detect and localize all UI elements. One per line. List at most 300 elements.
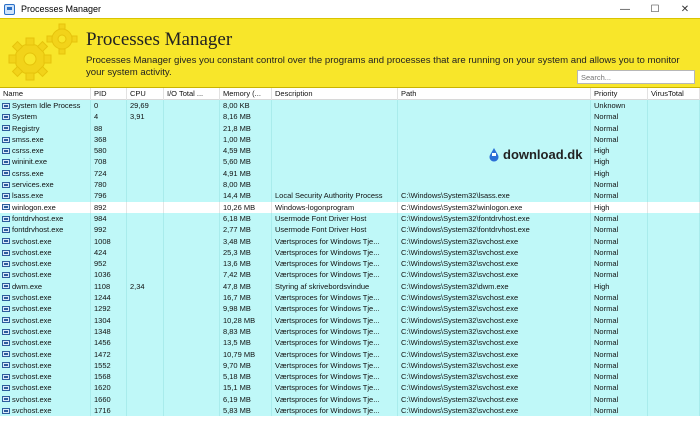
- cell-mem: 5,60 MB: [220, 156, 272, 167]
- cell-vt: [648, 258, 700, 269]
- cell-mem: 2,77 MB: [220, 224, 272, 235]
- cell-pid: 424: [91, 247, 127, 258]
- process-name: svchost.exe: [12, 236, 52, 246]
- process-window-icon: [2, 272, 10, 278]
- cell-pri: Normal: [591, 258, 648, 269]
- cell-name: [0, 190, 91, 201]
- process-name: svchost.exe: [12, 293, 52, 303]
- process-name: svchost.exe: [12, 349, 52, 359]
- process-name: lsass.exe: [12, 191, 44, 201]
- process-name: Registry: [12, 123, 40, 133]
- cell-vt: [648, 360, 700, 371]
- cell-io: [164, 337, 220, 348]
- cell-io: [164, 269, 220, 280]
- gears-icon: [6, 21, 86, 87]
- cell-pid: 708: [91, 156, 127, 167]
- table-row[interactable]: [0, 224, 700, 235]
- process-window-icon: [2, 283, 10, 289]
- cell-mem: 4,59 MB: [220, 145, 272, 156]
- cell-vt: [648, 123, 700, 134]
- cell-name: [0, 213, 91, 224]
- cell-pid: 892: [91, 202, 127, 213]
- cell-io: [164, 134, 220, 145]
- cell-cpu: [127, 145, 164, 156]
- table-row[interactable]: [0, 145, 700, 156]
- cell-pri: Normal: [591, 405, 648, 416]
- cell-name: [0, 179, 91, 190]
- cell-io: [164, 179, 220, 190]
- process-window-icon: [2, 227, 10, 233]
- cell-mem: 25,3 MB: [220, 247, 272, 258]
- download-drop-icon: [489, 148, 499, 162]
- process-window-icon: [2, 385, 10, 391]
- cell-name: [0, 156, 91, 167]
- cell-cpu: [127, 123, 164, 134]
- cell-cpu: [127, 349, 164, 360]
- table-row[interactable]: [0, 111, 700, 122]
- table-row[interactable]: [0, 156, 700, 167]
- cell-mem: 4,91 MB: [220, 168, 272, 179]
- cell-io: [164, 382, 220, 393]
- cell-desc: [272, 123, 398, 134]
- cell-cpu: 2,34: [127, 281, 164, 292]
- cell-pid: 780: [91, 179, 127, 190]
- cell-cpu: [127, 213, 164, 224]
- table-row[interactable]: [0, 202, 700, 213]
- cell-vt: [648, 134, 700, 145]
- cell-mem: 7,42 MB: [220, 269, 272, 280]
- process-name: services.exe: [12, 180, 54, 190]
- cell-pid: 1568: [91, 371, 127, 382]
- cell-mem: 9,98 MB: [220, 303, 272, 314]
- table-row[interactable]: [0, 337, 700, 348]
- cell-mem: 10,28 MB: [220, 315, 272, 326]
- cell-name: [0, 405, 91, 416]
- cell-mem: 14,4 MB: [220, 190, 272, 201]
- process-name: svchost.exe: [12, 304, 52, 314]
- process-name: smss.exe: [12, 134, 44, 144]
- process-name: fontdrvhost.exe: [12, 213, 64, 223]
- cell-pid: 1472: [91, 349, 127, 360]
- search-input[interactable]: [577, 70, 695, 84]
- cell-pid: 796: [91, 190, 127, 201]
- cell-vt: [648, 337, 700, 348]
- cell-name: [0, 258, 91, 269]
- cell-vt: [648, 168, 700, 179]
- table-row[interactable]: [0, 371, 700, 382]
- minimize-button[interactable]: —: [620, 3, 630, 15]
- cell-vt: [648, 394, 700, 405]
- cell-path: C:\Windows\System32\svchost.exe: [398, 247, 591, 258]
- cell-vt: [648, 315, 700, 326]
- close-button[interactable]: ✕: [680, 3, 690, 15]
- cell-vt: [648, 224, 700, 235]
- cell-path: C:\Windows\System32\svchost.exe: [398, 303, 591, 314]
- cell-vt: [648, 371, 700, 382]
- cell-desc: Windows-logonprogram: [272, 202, 398, 213]
- process-name: svchost.exe: [12, 406, 52, 416]
- cell-io: [164, 100, 220, 111]
- process-window-icon: [2, 159, 10, 165]
- cell-name: [0, 360, 91, 371]
- cell-path: C:\Windows\System32\svchost.exe: [398, 315, 591, 326]
- cell-cpu: 3,91: [127, 111, 164, 122]
- cell-name: [0, 236, 91, 247]
- cell-mem: 8,16 MB: [220, 111, 272, 122]
- cell-pri: Normal: [591, 134, 648, 145]
- table-row[interactable]: [0, 382, 700, 393]
- cell-vt: [648, 202, 700, 213]
- cell-cpu: [127, 269, 164, 280]
- cell-cpu: [127, 156, 164, 167]
- table-row[interactable]: [0, 326, 700, 337]
- banner-description: Processes Manager gives you constant control over the programs and processes that are running on your system and allows you to monitor your system activity.: [86, 55, 680, 78]
- cell-mem: 8,00 MB: [220, 179, 272, 190]
- process-window-icon: [2, 351, 10, 357]
- cell-cpu: [127, 292, 164, 303]
- cell-name: [0, 382, 91, 393]
- cell-path: C:\Windows\System32\lsass.exe: [398, 190, 591, 201]
- process-name: System Idle Process: [12, 101, 81, 110]
- cell-desc: Usermode Font Driver Host: [272, 213, 398, 224]
- process-name: dwm.exe: [12, 281, 43, 291]
- table-row[interactable]: [0, 123, 700, 134]
- table-row[interactable]: [0, 360, 700, 371]
- process-name: svchost.exe: [12, 383, 52, 393]
- cell-pri: Normal: [591, 360, 648, 371]
- cell-path: C:\Windows\System32\svchost.exe: [398, 292, 591, 303]
- cell-pid: 1348: [91, 326, 127, 337]
- cell-pid: 1292: [91, 303, 127, 314]
- cell-vt: [648, 349, 700, 360]
- column-header-vt[interactable]: VirusTotal: [648, 88, 700, 100]
- cell-desc: Værtsproces for Windows Tje...: [272, 303, 398, 314]
- table-body: [0, 100, 700, 416]
- cell-pid: 1716: [91, 405, 127, 416]
- cell-name: [0, 123, 91, 134]
- cell-desc: Værtsproces for Windows Tje...: [272, 326, 398, 337]
- cell-mem: 1,00 MB: [220, 134, 272, 145]
- process-window-icon: [2, 408, 10, 414]
- table-row[interactable]: [0, 168, 700, 179]
- cell-mem: 5,83 MB: [220, 405, 272, 416]
- cell-pid: 1620: [91, 382, 127, 393]
- window-title: Processes Manager: [21, 4, 102, 14]
- cell-pri: Normal: [591, 236, 648, 247]
- cell-mem: 21,8 MB: [220, 123, 272, 134]
- process-window-icon: [2, 329, 10, 335]
- banner-title: Processes Manager: [86, 29, 233, 50]
- cell-mem: 47,8 MB: [220, 281, 272, 292]
- cell-io: [164, 371, 220, 382]
- cell-cpu: [127, 190, 164, 201]
- cell-vt: [648, 111, 700, 122]
- table-row[interactable]: [0, 303, 700, 314]
- cell-desc: Værtsproces for Windows Tje...: [272, 292, 398, 303]
- cell-name: [0, 269, 91, 280]
- cell-desc: Usermode Font Driver Host: [272, 224, 398, 235]
- process-window-icon: [2, 114, 10, 120]
- cell-pri: High: [591, 145, 648, 156]
- process-name: svchost.exe: [12, 338, 52, 348]
- title-bar: [0, 0, 700, 18]
- cell-pri: Normal: [591, 111, 648, 122]
- process-window-icon: [2, 148, 10, 154]
- cell-pri: Normal: [591, 349, 648, 360]
- cell-pri: Normal: [591, 123, 648, 134]
- cell-vt: [648, 292, 700, 303]
- cell-path: [398, 123, 591, 134]
- cell-name: [0, 326, 91, 337]
- cell-cpu: [127, 394, 164, 405]
- process-name: System: [12, 112, 38, 122]
- cell-cpu: [127, 405, 164, 416]
- cell-cpu: [127, 337, 164, 348]
- cell-mem: 9,70 MB: [220, 360, 272, 371]
- process-name: wininit.exe: [12, 157, 48, 167]
- column-header-name[interactable]: Name: [0, 88, 91, 100]
- cell-name: [0, 394, 91, 405]
- cell-desc: Værtsproces for Windows Tje...: [272, 269, 398, 280]
- cell-name: [0, 281, 91, 292]
- cell-mem: 10,26 MB: [220, 202, 272, 213]
- column-header-io[interactable]: I/O Total ...: [164, 88, 220, 100]
- cell-path: [398, 179, 591, 190]
- cell-vt: [648, 303, 700, 314]
- cell-io: [164, 247, 220, 258]
- column-header-pri[interactable]: Priority: [591, 88, 648, 100]
- cell-pri: Normal: [591, 326, 648, 337]
- cell-name: [0, 145, 91, 156]
- cell-path: [398, 134, 591, 145]
- cell-pid: 1108: [91, 281, 127, 292]
- cell-mem: 10,79 MB: [220, 349, 272, 360]
- cell-name: [0, 100, 91, 111]
- cell-desc: Værtsproces for Windows Tje...: [272, 360, 398, 371]
- table-row[interactable]: [0, 190, 700, 201]
- table-row[interactable]: [0, 179, 700, 190]
- cell-pid: 1660: [91, 394, 127, 405]
- cell-io: [164, 394, 220, 405]
- maximize-button[interactable]: ☐: [650, 3, 660, 15]
- cell-desc: Værtsproces for Windows Tje...: [272, 371, 398, 382]
- cell-desc: Værtsproces for Windows Tje...: [272, 405, 398, 416]
- table-row[interactable]: [0, 269, 700, 280]
- column-header-cpu[interactable]: CPU: [127, 88, 164, 100]
- cell-pri: Normal: [591, 394, 648, 405]
- cell-name: [0, 134, 91, 145]
- cell-mem: 15,1 MB: [220, 382, 272, 393]
- cell-pid: 984: [91, 213, 127, 224]
- cell-pid: 0: [91, 100, 127, 111]
- cell-vt: [648, 405, 700, 416]
- cell-path: C:\Windows\System32\winlogon.exe: [398, 202, 591, 213]
- cell-io: [164, 111, 220, 122]
- cell-desc: Værtsproces for Windows Tje...: [272, 315, 398, 326]
- cell-io: [164, 281, 220, 292]
- cell-cpu: [127, 179, 164, 190]
- cell-desc: Værtsproces for Windows Tje...: [272, 247, 398, 258]
- cell-pri: Normal: [591, 337, 648, 348]
- cell-vt: [648, 145, 700, 156]
- table-row[interactable]: [0, 100, 700, 111]
- cell-pri: High: [591, 281, 648, 292]
- table-row[interactable]: [0, 292, 700, 303]
- cell-desc: [272, 179, 398, 190]
- cell-cpu: [127, 168, 164, 179]
- cell-name: [0, 292, 91, 303]
- cell-mem: 6,19 MB: [220, 394, 272, 405]
- cell-path: C:\Windows\System32\svchost.exe: [398, 371, 591, 382]
- table-row[interactable]: [0, 281, 700, 292]
- table-row[interactable]: [0, 394, 700, 405]
- cell-vt: [648, 382, 700, 393]
- cell-path: C:\Windows\System32\svchost.exe: [398, 394, 591, 405]
- cell-name: [0, 303, 91, 314]
- cell-pri: Normal: [591, 303, 648, 314]
- process-name: fontdrvhost.exe: [12, 225, 64, 235]
- cell-vt: [648, 190, 700, 201]
- column-header-desc[interactable]: Description: [272, 88, 398, 100]
- process-window-icon: [2, 137, 10, 143]
- cell-cpu: [127, 360, 164, 371]
- cell-name: [0, 371, 91, 382]
- cell-cpu: [127, 134, 164, 145]
- cell-pid: 1456: [91, 337, 127, 348]
- cell-cpu: [127, 202, 164, 213]
- cell-name: [0, 224, 91, 235]
- cell-desc: [272, 111, 398, 122]
- cell-vt: [648, 281, 700, 292]
- cell-desc: Værtsproces for Windows Tje...: [272, 394, 398, 405]
- cell-io: [164, 405, 220, 416]
- table-row[interactable]: [0, 349, 700, 360]
- process-window-icon: [2, 295, 10, 301]
- process-window-icon: [2, 374, 10, 380]
- cell-path: C:\Windows\System32\svchost.exe: [398, 326, 591, 337]
- cell-pri: High: [591, 168, 648, 179]
- process-window-icon: [2, 204, 10, 210]
- cell-cpu: [127, 303, 164, 314]
- cell-io: [164, 360, 220, 371]
- cell-path: C:\Windows\System32\svchost.exe: [398, 258, 591, 269]
- cell-cpu: [127, 371, 164, 382]
- process-name: svchost.exe: [12, 270, 52, 280]
- cell-path: [398, 168, 591, 179]
- cell-path: C:\Windows\System32\svchost.exe: [398, 349, 591, 360]
- cell-desc: [272, 156, 398, 167]
- process-window-icon: [2, 216, 10, 222]
- cell-io: [164, 292, 220, 303]
- cell-io: [164, 303, 220, 314]
- process-name: svchost.exe: [12, 315, 52, 325]
- cell-path: C:\Windows\System32\svchost.exe: [398, 360, 591, 371]
- watermark: [489, 147, 582, 162]
- cell-name: [0, 337, 91, 348]
- table-row[interactable]: [0, 315, 700, 326]
- cell-pid: 1552: [91, 360, 127, 371]
- cell-vt: [648, 236, 700, 247]
- cell-desc: Værtsproces for Windows Tje...: [272, 337, 398, 348]
- watermark-text: download.dk: [503, 147, 583, 162]
- cell-mem: 5,18 MB: [220, 371, 272, 382]
- cell-desc: [272, 145, 398, 156]
- cell-path: [398, 111, 591, 122]
- process-name: winlogon.exe: [12, 202, 56, 212]
- cell-name: [0, 315, 91, 326]
- window-controls: [610, 0, 700, 18]
- process-window-icon: [2, 317, 10, 323]
- cell-mem: 13,6 MB: [220, 258, 272, 269]
- process-window-icon: [2, 193, 10, 199]
- cell-name: [0, 247, 91, 258]
- column-header-path[interactable]: Path: [398, 88, 591, 100]
- window-icon: [4, 4, 15, 15]
- cell-mem: 3,48 MB: [220, 236, 272, 247]
- process-window-icon: [2, 238, 10, 244]
- cell-name: [0, 111, 91, 122]
- cell-io: [164, 145, 220, 156]
- cell-cpu: [127, 326, 164, 337]
- cell-mem: 13,5 MB: [220, 337, 272, 348]
- cell-mem: 8,83 MB: [220, 326, 272, 337]
- cell-desc: [272, 134, 398, 145]
- cell-vt: [648, 179, 700, 190]
- cell-io: [164, 190, 220, 201]
- cell-cpu: [127, 247, 164, 258]
- column-header-pid[interactable]: PID: [91, 88, 127, 100]
- cell-desc: Værtsproces for Windows Tje...: [272, 258, 398, 269]
- cell-name: [0, 349, 91, 360]
- cell-pri: High: [591, 202, 648, 213]
- cell-path: C:\Windows\System32\svchost.exe: [398, 382, 591, 393]
- table-row[interactable]: [0, 134, 700, 145]
- cell-pri: Normal: [591, 382, 648, 393]
- cell-vt: [648, 100, 700, 111]
- cell-path: C:\Windows\System32\dwm.exe: [398, 281, 591, 292]
- table-row[interactable]: [0, 405, 700, 416]
- cell-cpu: 29,69: [127, 100, 164, 111]
- table-row[interactable]: [0, 258, 700, 269]
- cell-desc: Værtsproces for Windows Tje...: [272, 236, 398, 247]
- cell-cpu: [127, 224, 164, 235]
- table-row[interactable]: [0, 236, 700, 247]
- column-header-mem[interactable]: Memory (...: [220, 88, 272, 100]
- cell-desc: Værtsproces for Windows Tje...: [272, 349, 398, 360]
- process-window-icon: [2, 125, 10, 131]
- cell-io: [164, 156, 220, 167]
- cell-io: [164, 168, 220, 179]
- cell-vt: [648, 269, 700, 280]
- cell-path: C:\Windows\System32\svchost.exe: [398, 269, 591, 280]
- process-window-icon: [2, 306, 10, 312]
- cell-cpu: [127, 382, 164, 393]
- cell-io: [164, 213, 220, 224]
- process-window-icon: [2, 340, 10, 346]
- process-name: csrss.exe: [12, 146, 44, 156]
- cell-name: [0, 202, 91, 213]
- cell-pid: 4: [91, 111, 127, 122]
- cell-desc: [272, 100, 398, 111]
- cell-io: [164, 349, 220, 360]
- table-row[interactable]: [0, 213, 700, 224]
- cell-pri: Normal: [591, 371, 648, 382]
- cell-io: [164, 326, 220, 337]
- process-window-icon: [2, 261, 10, 267]
- cell-cpu: [127, 315, 164, 326]
- table-row[interactable]: [0, 247, 700, 258]
- process-name: svchost.exe: [12, 326, 52, 336]
